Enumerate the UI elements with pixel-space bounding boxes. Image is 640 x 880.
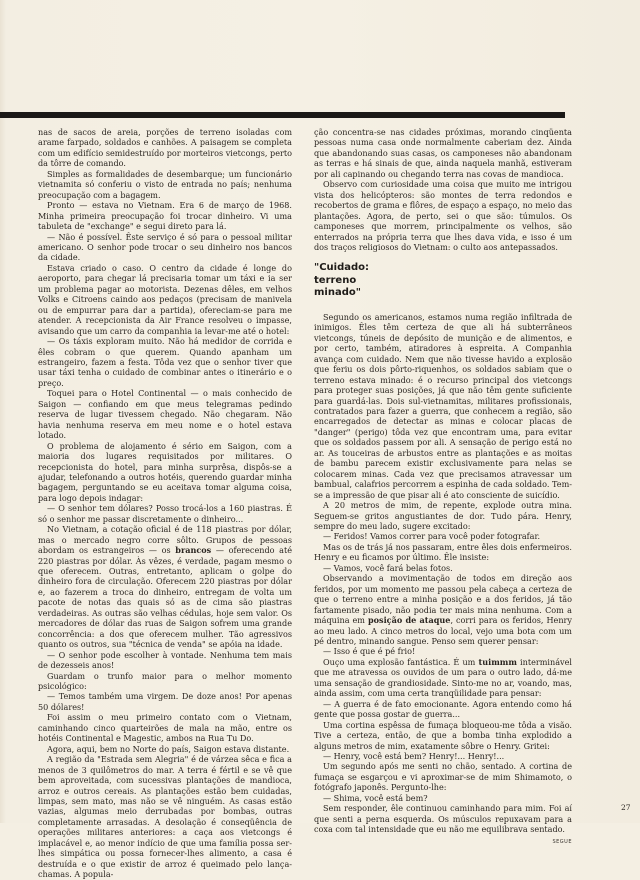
paragraph: — Não é possível. Êste serviço é só para o pessoal militar americano. O senhor pode trocar o seu dinheiro nos bancos da cidade.: [38, 231, 292, 263]
paragraph: A região da "Estrada sem Alegria" é de várzea sêca e fica a menos de 3 quilômetros do mar. A terra é fértil e se vê que bem aproveitada, com sucessivas plantações de mandioca, arroz e outros cereais. As plantações estão bem cuidadas, limpas, sem mato, mas não se vê ninguém. As casas estão vazias, algumas meio derrubadas por bombas, outras completamente arrasadas. A desolação é conseqüência de operações militares anteriores: a caça aos vietcongs é implacável e, ao menor indício de que uma família possa ser-lhes simpática ou possa fornecer-lhes alimento, a casa é destruída e o que existir de arroz é queimado pelo lança-chamas. A popula-: [38, 754, 292, 880]
page-number: 27: [621, 803, 631, 812]
subheading-line-2: terreno: [314, 274, 357, 286]
paragraph: O problema de alojamento é sério em Saigon, com a maioria dos lugares requisitados por militares. O recepcionista do hotel, para minha surprêsa, dispôs-se a ajudar, telefonando a outros hotéis, querendo guardar minha bagagem, perguntando se eu aceitava tomar alguma coisa, para logo depois indagar:: [38, 440, 292, 503]
paragraph-text: Observando a movimentação de todos em direção aos feridos, por um momento me passou pela cabeça a certeza de que o terreno entre a minha posição e a dos feridos, já tão fartamente pisado, não podia ter mais mina nenhuma. Com a máquina em: [314, 573, 572, 626]
paragraph: — Isso é que é pé frio!: [323, 646, 416, 657]
paragraph-text: Ouço uma explosão fantástica. É um: [323, 656, 479, 667]
header-rule: [0, 112, 565, 118]
right-column-bottom-text: [314, 312, 572, 835]
paragraph-text: No Vietnam, a cotação oficial é de 118 piastras por dólar, mas o mercado negro corre sôlto. Grupos de pessoas abordam os estrangeiros — os: [38, 524, 292, 556]
paragraph: [314, 573, 572, 646]
paragraph: Toquei para o Hotel Continental — o mais conhecido de Saigon — confiando em que meus telegramas pedindo reserva de lugar tivessem chegado. Não chegaram. Não havia nenhuma reserva em meu nome e o hotel estava lotado.: [38, 388, 292, 441]
paragraph: ção concentra-se nas cidades próximas, morando cinqüenta pessoas numa casa onde normalmente caberiam dez. Ainda que abandonando suas casas, os camponeses não abandonam as terras e há sinais de que, ainda naquela manhã, estiveram por ali capinando ou chegando terra nas covas de mandioca.: [314, 127, 572, 179]
paragraph: — Henry, você está bem? Henry!... Henry!...: [323, 750, 505, 761]
right-column-top-text: [314, 127, 572, 252]
paragraph: Segundo os americanos, estamos numa região infiltrada de inimigos. Êles têm certeza de que ali há subterrâneos vietcongs, túneis de depósito de munição e de alimentos, e por certo, também, atiradores à espreita. A Companhia avança com cuidado. Nem que não tivesse havido a explosão que feriu os dois pôrto-riquenhos, os soldados sabiam que o terreno estava minado: é o recurso principal dos vietcongs para proteger suas posições, já que não têm gente suficiente para guardá-las. Dois sul-vietnamitas, militares profissionais, contratados para fazer a guerra, que conhecem a região, são encarregados de detectar as minas e colocar placas de "danger" (perigo) tôda vez que encontram uma, para evitar que os soldados passem por ali. A sensação de perigo está no ar. As touceiras de arbustos entre as plantações e as moitas de bambu parecem existir exclusivamente para nelas se colocarem minas. Cada vez que precisamos atravessar um bambual, calafrios percorrem a espinha de cada soldado. Tem-se a impressão de que pisar ali é ato consciente de suicídio.: [314, 311, 572, 500]
paragraph-text: — oferecendo até 220 piastras por dólar. Às vêzes, é verdade, pagam mesmo o que oferecem. Outras, entretanto, aplicam o golpe do dinheiro fora de circulação. Oferecem 220 piastras por dólar e, ao fazerem a troca do dinheiro, entregam de volta um pacote de notas das quais só as de cima são piastras verdadeiras. As outras são velhas cédulas, hoje sem valor. Os mercadores de dólar das ruas de Saigon sofrem uma grande concorrência: a dos que oferecem mulher. Tão agressivos quanto os outros, sua "técnica de venda" se apóia na idade.: [38, 545, 292, 650]
emphasis-text: brancos: [175, 545, 212, 556]
paragraph: — Vamos, você fará belas fotos.: [323, 562, 453, 573]
paragraph: [38, 524, 292, 649]
paragraph: Foi assim o meu primeiro contato com o Vietnam, caminhando cinco quarteirões de mala na mão, entre os hotéis Continental e Magestic, ambos na Rua Tu Do.: [38, 712, 292, 744]
continued-marker: SEGUE: [552, 838, 572, 845]
subheading-line-1: "Cuidado:: [314, 262, 370, 274]
section-subheading: [314, 262, 572, 300]
paragraph-text: interminável que me atravessa os ouvidos de um para o outro lado, dá-me uma sensação de grandiosidade. Sinto-me no ar, voando, mas, ainda assim, com uma certa tranqüilidade para pensar:: [314, 656, 572, 699]
paragraph: — O senhor pode escolher à vontade. Nenhuma tem mais de dezesseis anos!: [38, 649, 292, 671]
paragraph: Guardam o trunfo maior para o melhor momento psicológico:: [38, 670, 292, 692]
emphasis-text: posição de ataque: [367, 615, 451, 626]
paragraph: — Temos também uma virgem. De doze anos! Por apenas 50 dólares!: [38, 691, 292, 712]
paragraph: [314, 657, 572, 699]
paragraph: — A guerra é de fato emocionante. Agora entendo como há gente que possa gostar de guerra...: [314, 698, 572, 720]
paragraph: Estava criado o caso. O centro da cidade é longe do aeroporto, para chegar lá precisaria tomar um táxi e ia ser um problema pagar ao motorista. Dezenas dêles, em velhos Volks e Citroens caindo aos pedaços (precisam de manivela ou de empurrar para dar a partida), ofereciam-se para me atender. A recepcionista da Air France resolveu o impasse, avisando que um carro da companhia ia levar-me até o hotel:: [38, 262, 292, 336]
paragraph: Sem responder, êle continuou caminhando para mim. Foi aí que senti a perna esquerda. Os músculos repuxavam para a coxa com tal intensidade que eu não me equilibrava sentado.: [314, 803, 572, 835]
paragraph: Pronto — estava no Vietnam. Era 6 de março de 1968. Minha primeira preocupação foi trocar dinheiro. Vi uma tabuleta de "exchange" e segui direto para lá.: [38, 200, 292, 232]
subheading-line-3: minado": [314, 287, 361, 299]
paragraph: Agora, aqui, bem no Norte do país, Saigon estava distante.: [47, 743, 290, 754]
paragraph: Mas os de trás já nos passaram, entre êles dois enfermeiros. Henry e eu ficamos por último. Êle insiste:: [314, 541, 572, 563]
paragraph: nas de sacos de areia, porções de terreno isoladas com arame farpado, soldados e canhões. A paisagem se completa com um edifício semidestruído por morteiros vietcongs, perto da tôrre de comando.: [38, 127, 292, 169]
emphasis-text: tuimmm: [478, 656, 517, 667]
paragraph: — Shima, você está bem?: [323, 792, 428, 803]
paragraph: — Os táxis exploram muito. Não há medidor de corrida e êles cobram o que querem. Quando apanham um estrangeiro, fazem a festa. Tôda vez que o senhor tiver que usar táxi tenha o cuidado de combinar antes o itinerário e o preço.: [38, 336, 292, 388]
paragraph: Um segundo após me senti no chão, sentado. A cortina de fumaça se esgarçou e vi aproximar-se de mim Shimamoto, o fotógrafo japonês. Pergunto-lhe:: [314, 761, 572, 793]
paragraph: Observo com curiosidade uma coisa que muito me intrigou vista dos helicópteros: são montes de terra redondos e recobertos de grama e flôres, de espaço a espaço, no meio das plantações. Agora, de perto, sei o que são: túmulos. Os camponeses que morrem, principalmente os velhos, são enterrados na própria terra que lhes dava vida, e isso é um dos traços religiosos do Vietnam: o culto aos antepassados.: [314, 179, 572, 252]
paragraph: Uma cortina espêssa de fumaça bloqueou-me tôda a visão. Tive a certeza, então, de que a bomba tinha explodido a alguns metros de mim, exatamente sôbre o Henry. Gritei:: [314, 719, 572, 751]
left-column: [38, 127, 292, 880]
paragraph-text: , corri para os feridos, Henry ao meu lado. A cinco metros do local, vejo uma bota com um pé dentro, minando sangue. Penso sem querer pensar:: [314, 615, 572, 646]
paragraph: A 20 metros de mim, de repente, explode outra mina. Seguem-se gritos angustiantes de dor. Tudo pára. Henry, sempre do meu lado, sugere excitado:: [314, 500, 572, 531]
paragraph: — O senhor tem dólares? Posso trocá-los a 160 piastras. É só o senhor me passar discretamente o dinheiro...: [38, 503, 292, 524]
paragraph: Simples as formalidades de desembarque; um funcionário vietnamita só conferiu o visto de entrada no país; nenhuma preocupação com a bagagem.: [38, 168, 292, 200]
right-column: [314, 127, 572, 847]
paragraph: — Feridos! Vamos correr para você poder fotografar.: [323, 531, 541, 542]
